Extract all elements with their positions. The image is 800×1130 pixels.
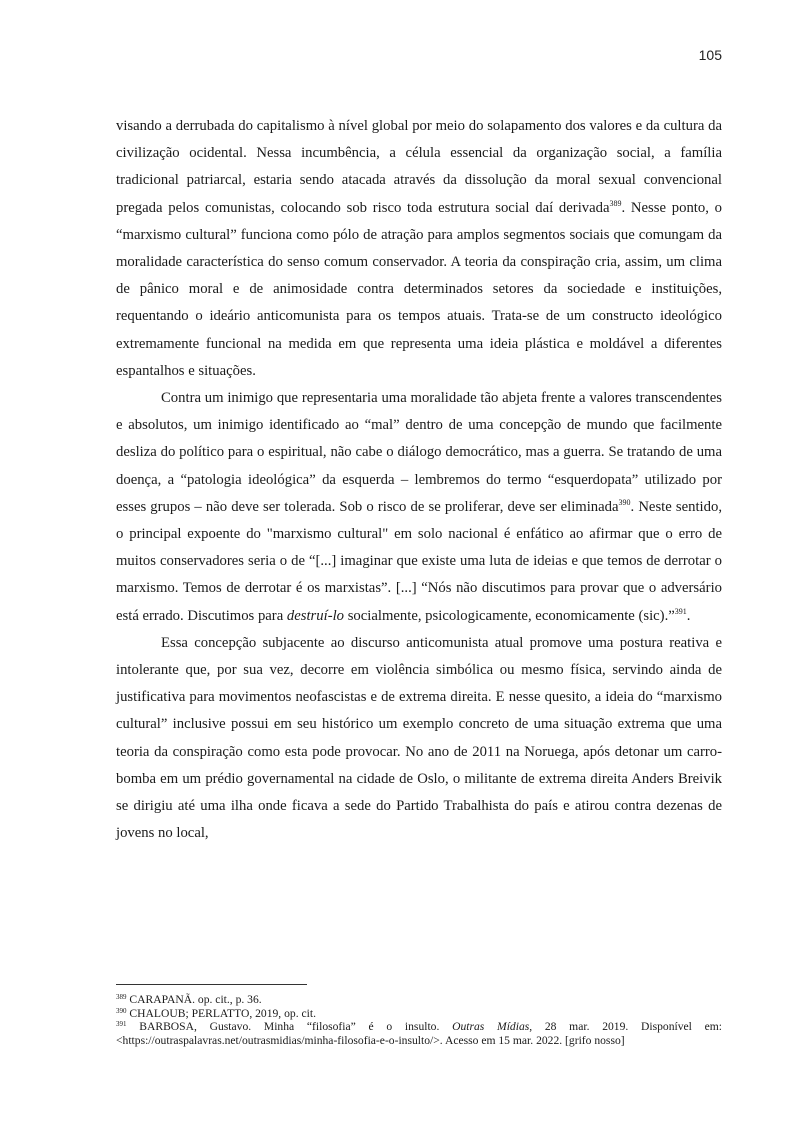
- footnote-number: 390: [116, 1006, 127, 1015]
- text-run: . Neste sentido, o principal expoente do "marxismo cultural" em solo nacional é enfático ao afirmar que o erro de muitos conservadores seria o de “[...] imaginar que existe uma luta de ideias e que temos de derrotar o marxismo. Temos de derrotar é os marxistas”. [...] “Nós não discutimos para provar que o adversário está errado. Discutimos para: [116, 498, 722, 624]
- body-text: [116, 113, 722, 847]
- paragraph: [116, 113, 722, 385]
- page-number: 105: [698, 47, 722, 63]
- footnote-separator: [116, 984, 307, 985]
- italic-text: destruí-lo: [286, 607, 345, 624]
- paragraph: [116, 385, 722, 630]
- footnotes: [116, 993, 722, 1047]
- text-run: Contra um inimigo que representaria uma moralidade tão abjeta frente a valores transcendentes e absolutos, um inimigo identificado ao “mal” dentro de uma concepção de mundo que facilmente desliza do político para o espiritual, não cabe o diálogo democrático, mas a guerra. Se tratando de uma doença, a “patologia ideológica” da esquerda – lembremos do termo “esquerdopata” utilizado por esses grupos – não deve ser tolerada. Sob o risco de se proliferar, deve ser eliminada: [116, 390, 722, 515]
- text-run: , 28 mar. 2019. Disponível em: <https://outraspalavras.net/outrasmidias/minha-filosofia-e-o-insulto/>. Acesso em 15 mar. 2022. [grifo nosso]: [116, 1020, 722, 1047]
- footnote-ref: 390: [618, 497, 631, 507]
- text-run: Essa concepção subjacente ao discurso anticomunista atual promove uma postura reativa e intolerante que, por sua vez, decorre em violência simbólica ou mesmo física, servindo ainda de justificativa para movimentos neofascistas e de extrema direita. E nesse quesito, a ideia do “marxismo cultural” inclusive possui em seu histórico um exemplo concreto de uma situação extrema que uma teoria da conspiração como esta pode provocar. No ano de 2011 na Noruega, após detonar um carro-bomba em um prédio governamental na cidade de Oslo, o militante de extrema direita Anders Breivik se dirigiu até uma ilha onde ficava a sede do Partido Trabalhista do país e atirou contra dezenas de jovens no local,: [116, 634, 722, 842]
- text-run: visando a derrubada do capitalismo à nível global por meio do solapamento dos valores e da cultura da civilização ocidental. Nessa incumbência, a célula essencial da organização social, a família tradicional patriarcal, estaria sendo atacada através da dissolução da moral sexual convencional pregada pelos comunistas, colocando sob risco toda estrutura social daí derivada: [116, 118, 722, 216]
- text-run: .: [686, 607, 691, 624]
- text-run: socialmente, psicologicamente, economicamente (sic).”: [344, 607, 675, 624]
- footnote-ref: 389: [609, 198, 622, 208]
- text-run: CARAPANÃ. op. cit., p. 36.: [129, 993, 262, 1006]
- footnote: [116, 1020, 722, 1047]
- text-run: BARBOSA, Gustavo. Minha “filosofia” é o insulto.: [139, 1020, 453, 1034]
- text-run: . Nesse ponto, o “marxismo cultural” funciona como pólo de atração para amplos segmentos sociais que comungam da moralidade característica do senso comum conservador. A teoria da conspiração cria, assim, um clima de pânico moral e de animosidade contra determinados setores da sociedade e instituições, requentando o ideário anticomunista para os tempos atuais. Trata-se de um constructo ideológico extremamente funcional na medida em que representa uma ideia plástica e moldável a diferentes espantalhos e situações.: [116, 199, 722, 379]
- footnote-number: 389: [116, 993, 127, 1001]
- footnote-ref: 391: [674, 606, 687, 616]
- footnote: [116, 1007, 722, 1021]
- paragraph: [116, 630, 722, 848]
- footnote: [116, 993, 722, 1007]
- footnote-number: 391: [116, 1020, 127, 1029]
- italic-text: Outras Mídias: [452, 1020, 530, 1034]
- text-run: CHALOUB; PERLATTO, 2019, op. cit.: [129, 1006, 316, 1020]
